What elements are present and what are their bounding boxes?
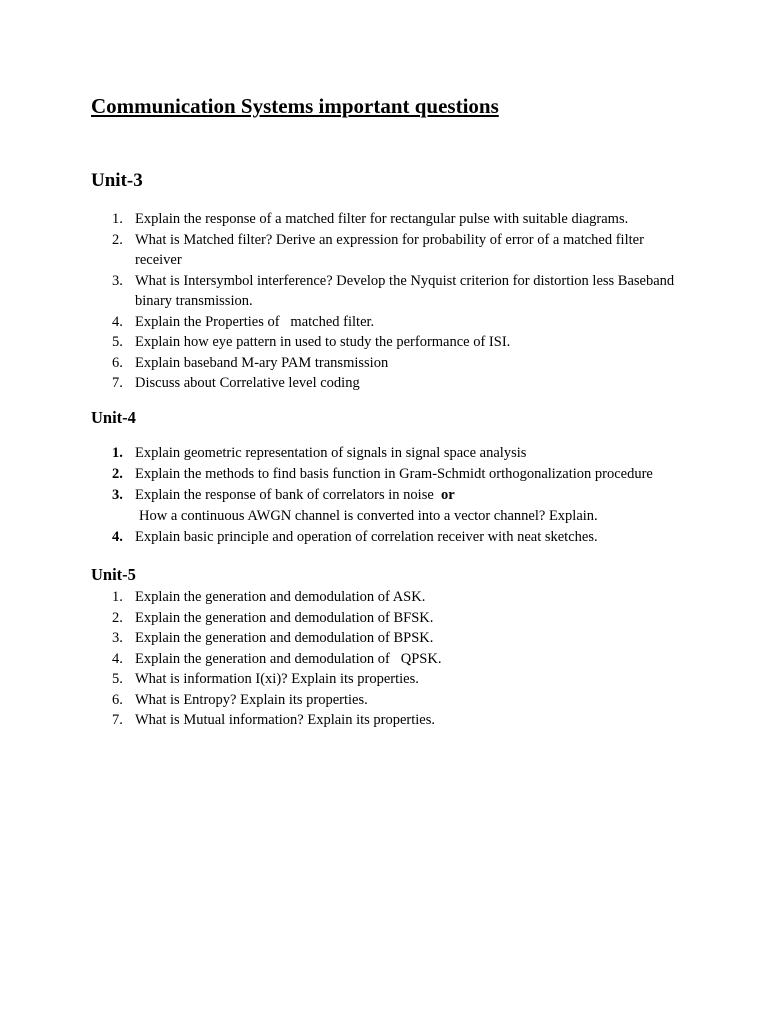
- question-number: 3.: [112, 630, 123, 646]
- question-number: 3.: [112, 272, 123, 289]
- question-text: What is Matched filter? Derive an expression for probability of error of a matched filter receiver: [135, 231, 644, 268]
- question-text: Discuss about Correlative level coding: [135, 375, 360, 391]
- question-item: [91, 710, 691, 731]
- question-item: [91, 443, 691, 464]
- question-item: [91, 271, 691, 312]
- question-number: 1.: [112, 445, 123, 461]
- question-text: What is Mutual information? Explain its properties.: [135, 712, 436, 728]
- question-item: [91, 332, 691, 353]
- question-item: [91, 649, 691, 670]
- page-title: Communication Systems important questions: [91, 94, 499, 118]
- question-text: What is information I(xi)? Explain its properties.: [135, 671, 419, 687]
- question-item: [91, 485, 691, 527]
- question-text: Explain the Properties of matched filter.: [135, 313, 375, 330]
- question-item: [91, 628, 691, 649]
- question-text: Explain how eye pattern in used to study the performance of ISI.: [135, 334, 511, 350]
- question-text: Explain baseband M-ary PAM transmission: [135, 354, 389, 371]
- question-number: 2.: [112, 609, 123, 626]
- unit-3-heading: Unit-3: [91, 170, 143, 191]
- question-item: [91, 312, 691, 333]
- question-number: 7.: [112, 712, 123, 728]
- question-item: [91, 230, 691, 271]
- question-item: [91, 608, 691, 629]
- question-number: 2.: [112, 466, 123, 482]
- question-text: Explain geometric representation of signals in signal space analysis: [135, 445, 527, 461]
- question-number: 5.: [112, 671, 123, 687]
- unit-4-question-list: [91, 443, 691, 548]
- question-number: 4.: [112, 650, 123, 667]
- question-item: [91, 209, 691, 230]
- question-number: 7.: [112, 375, 123, 391]
- question-text: What is Intersymbol interference? Develop the Nyquist criterion for distortion less Baseband binary transmission.: [135, 272, 675, 309]
- question-number: 1.: [112, 211, 123, 227]
- question-number: 4.: [112, 528, 123, 545]
- question-text: Explain the generation and demodulation of BFSK.: [135, 609, 434, 626]
- question-number: 2.: [112, 231, 123, 248]
- unit-3-question-list: [91, 209, 691, 394]
- question-number: 4.: [112, 313, 123, 330]
- question-text: Explain the methods to find basis function in Gram-Schmidt orthogonalization procedure: [135, 466, 653, 482]
- question-item: [91, 527, 691, 548]
- question-number: 6.: [112, 691, 123, 708]
- or-label: or: [441, 487, 455, 503]
- question-number: 5.: [112, 334, 123, 350]
- question-text: Explain the response of a matched filter for rectangular pulse with suitable diagrams.: [135, 211, 629, 227]
- unit-5-question-list: [91, 587, 691, 731]
- question-item: [91, 690, 691, 711]
- unit-5-heading: Unit-5: [91, 565, 136, 584]
- question-item: [91, 373, 691, 394]
- question-text: Explain the generation and demodulation of BPSK.: [135, 630, 434, 646]
- question-text: Explain the response of bank of correlators in noise: [135, 487, 434, 503]
- question-item: [91, 669, 691, 690]
- question-text: Explain basic principle and operation of correlation receiver with neat sketches.: [135, 528, 598, 545]
- unit-4-heading: Unit-4: [91, 408, 136, 427]
- question-number: 1.: [112, 589, 123, 605]
- question-number: 3.: [112, 487, 123, 503]
- question-text: Explain the generation and demodulation of ASK.: [135, 589, 426, 605]
- question-item: [91, 587, 691, 608]
- question-alternative-text: How a continuous AWGN channel is converted into a vector channel? Explain.: [139, 507, 598, 524]
- question-number: 6.: [112, 354, 123, 371]
- question-item: [91, 353, 691, 374]
- question-text: What is Entropy? Explain its properties.: [135, 691, 368, 708]
- question-item: [91, 464, 691, 485]
- question-text: Explain the generation and demodulation of QPSK.: [135, 650, 442, 667]
